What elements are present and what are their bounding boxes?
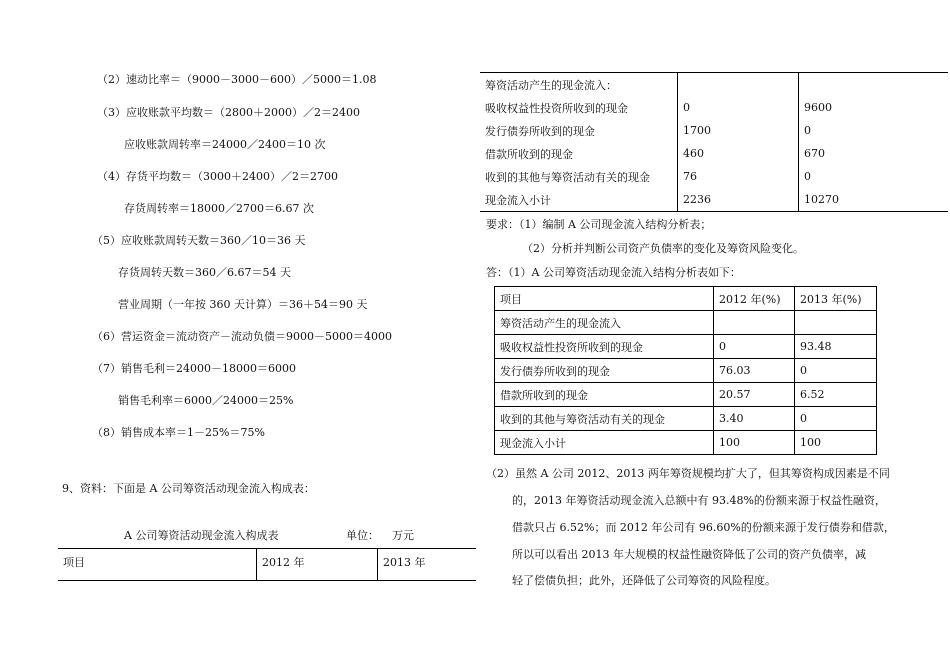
table-row (495, 431, 877, 455)
inventory-days-line: 存货周转天数＝360／6.67＝54 天 (118, 266, 291, 279)
row-label: 发行债券所收到的现金 (480, 119, 678, 142)
table-row (495, 335, 877, 359)
row-label: 吸收权益性投资所收到的现金 (495, 335, 714, 359)
inventory-turnover-line: 存货周转率＝18000／2700＝6.67 次 (124, 202, 314, 215)
row-label: 现金流入小计 (495, 431, 714, 455)
table-row (495, 407, 877, 431)
row-2013: 0 (804, 124, 811, 137)
row-2012: 100 (714, 431, 795, 455)
conclusion-line-2: 的，2013 年筹资活动现金流入总额中有 93.48%的份额来源于权益性融资， (512, 494, 886, 507)
row-label: 现金流入小计 (480, 188, 678, 212)
analysis-header-item: 项目 (495, 287, 714, 311)
row-2013: 6.52 (795, 383, 877, 407)
row-label: 筹资活动产生的现金流入 (495, 311, 714, 335)
row-2013: 0 (804, 170, 811, 183)
row-2012: 76 (678, 165, 799, 188)
answer-intro: 答：（1）A 公司筹资活动现金流入结构分析表如下： (486, 266, 741, 279)
unit-value: 万元 (392, 529, 414, 542)
requirement-1: 要求：（1）编制 A 公司现金流入结构分析表； (486, 218, 712, 231)
row-label: 收到的其他与筹资活动有关的现金 (480, 165, 678, 188)
unit-label: 单位： (346, 529, 379, 542)
row-label: 借款所收到的现金 (480, 142, 678, 165)
conclusion-line-5: 轻了偿债负担；此外，还降低了公司筹资的风险程度。 (512, 574, 776, 587)
row-2012: 3.40 (714, 407, 795, 431)
row-label: 吸收权益性投资所收到的现金 (480, 96, 678, 119)
row-2013: 0 (795, 407, 877, 431)
row-2012: 20.57 (714, 383, 795, 407)
gross-profit-line: （7）销售毛利＝24000－18000＝6000 (92, 362, 296, 375)
conclusion-line-1: （2）虽然 A 公司 2012、2013 两年筹资规模均扩大了，但其筹资构成因素是不同 (486, 467, 890, 480)
analysis-header-2012: 2012 年(%) (714, 287, 795, 311)
gross-margin-line: 销售毛利率＝6000／24000＝25% (118, 394, 294, 407)
table-row (480, 119, 948, 142)
table-row (480, 73, 948, 97)
row-2013 (795, 311, 877, 335)
analysis-table (494, 286, 877, 455)
table-row (495, 383, 877, 407)
table-row (480, 142, 948, 165)
conclusion-line-3: 借款只占 6.52%；而 2012 年公司有 96.60%的份额来源于发行债券和借款， (512, 521, 895, 534)
row-2013 (799, 73, 949, 97)
row-2012: 2236 (678, 188, 799, 212)
header-2012: 2012 年 (257, 549, 378, 581)
row-2012: 0 (678, 96, 799, 119)
source-table (480, 72, 948, 212)
row-label: 筹资活动产生的现金流入： (480, 73, 678, 97)
row-label: 收到的其他与筹资活动有关的现金 (495, 407, 714, 431)
working-capital-line: （6）营运资金＝流动资产－流动负债＝9000－5000＝4000 (92, 330, 392, 343)
table-row (495, 311, 877, 335)
table-row (480, 96, 948, 119)
conclusion-line-4: 所以可以看出 2013 年大规模的权益性融资降低了公司的资产负债率，减 (512, 548, 866, 561)
avg-receivables-line: （3）应收账款平均数＝（2800＋2000）／2＝2400 (97, 106, 360, 119)
analysis-header-2013: 2013 年(%) (795, 287, 877, 311)
row-2012 (714, 311, 795, 335)
receivables-days-line: （5）应收账款周转天数＝360／10＝36 天 (92, 234, 306, 247)
question-9: 9、资料：下面是 A 公司筹资活动现金流入构成表： (62, 482, 315, 495)
table-row (495, 359, 877, 383)
row-label: 发行债券所收到的现金 (495, 359, 714, 383)
row-label: 借款所收到的现金 (495, 383, 714, 407)
receivables-turnover-line: 应收账款周转率＝24000／2400＝10 次 (124, 138, 326, 151)
row-2012: 0 (714, 335, 795, 359)
table-row (480, 188, 948, 212)
table-row (495, 287, 877, 311)
cost-ratio-line: （8）销售成本率＝1－25%＝75% (92, 426, 265, 439)
row-2012 (678, 73, 799, 97)
header-item: 项目 (58, 549, 257, 581)
row-2013: 670 (804, 147, 825, 160)
row-2013: 0 (795, 359, 877, 383)
header-2013: 2013 年 (383, 556, 426, 569)
operating-cycle-line: 营业周期（一年按 360 天计算）＝36＋54＝90 天 (118, 298, 368, 311)
table-row (480, 165, 948, 188)
table-title: A 公司筹资活动现金流入构成表 (124, 529, 279, 542)
row-2013: 9600 (804, 101, 832, 114)
row-2013: 100 (795, 431, 877, 455)
avg-inventory-line: （4）存货平均数＝（3000＋2400）／2＝2700 (97, 170, 338, 183)
row-2013: 10270 (804, 193, 839, 206)
quick-ratio-line: （2）速动比率＝（9000－3000－600）／5000＝1.08 (97, 73, 377, 86)
row-2012: 76.03 (714, 359, 795, 383)
row-2012: 1700 (678, 119, 799, 142)
row-2013: 93.48 (795, 335, 877, 359)
row-2012: 460 (678, 142, 799, 165)
table-row (58, 549, 476, 581)
source-table-header (58, 548, 476, 581)
requirement-2: （2）分析并判断公司资产负债率的变化及筹资风险变化。 (522, 242, 804, 255)
